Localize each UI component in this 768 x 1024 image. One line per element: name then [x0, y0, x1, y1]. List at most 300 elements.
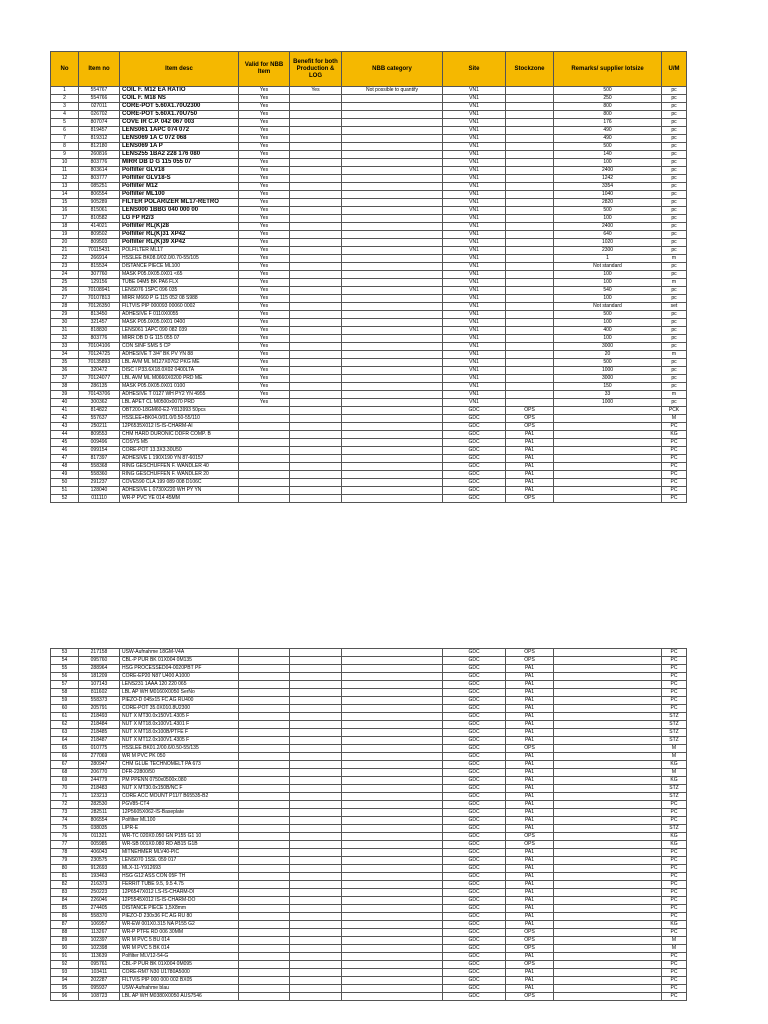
cell-um: M — [662, 769, 687, 777]
cell-item-no: 70108941 — [79, 287, 120, 295]
cell-site: GDC — [443, 745, 506, 753]
cell-um: pc — [662, 151, 687, 159]
cell-nbb-category — [342, 215, 443, 223]
cell-item-desc: LENS069 1A P — [120, 143, 239, 151]
table-row — [51, 737, 687, 745]
table-row — [51, 375, 687, 383]
cell-um: PC — [662, 455, 687, 463]
cell-site: VN1 — [443, 87, 506, 95]
cell-item-desc: MASK P05.0X05.0X01 <65 — [120, 271, 239, 279]
cell-item-no: 70107813 — [79, 295, 120, 303]
cell-site: VN1 — [443, 295, 506, 303]
cell-stockzone — [506, 127, 554, 135]
cell-benefit — [290, 271, 342, 279]
cell-item-no: 554767 — [79, 87, 120, 95]
cell-stockzone — [506, 335, 554, 343]
cell-remarks — [554, 961, 662, 969]
cell-benefit — [290, 673, 342, 681]
table-row — [51, 327, 687, 335]
cell-no: 21 — [51, 247, 79, 255]
cell-valid-nbb — [239, 905, 290, 913]
cell-benefit — [290, 231, 342, 239]
cell-site: GDC — [443, 665, 506, 673]
cell-no: 94 — [51, 977, 79, 985]
cell-stockzone: PA1 — [506, 985, 554, 993]
cell-stockzone: OPS — [506, 407, 554, 415]
cell-item-desc: FERRIT TUBE 9.5, 9.5 4.75 — [120, 881, 239, 889]
cell-valid-nbb — [239, 953, 290, 961]
table-row — [51, 479, 687, 487]
cell-site: GDC — [443, 993, 506, 1001]
table-row — [51, 889, 687, 897]
cell-nbb-category — [342, 985, 443, 993]
cell-item-desc: HSG G12 ASS CON 05F TH — [120, 873, 239, 881]
cell-site: VN1 — [443, 359, 506, 367]
table-row — [51, 359, 687, 367]
cell-no: 75 — [51, 825, 79, 833]
cell-um: pc — [662, 159, 687, 167]
table-row — [51, 993, 687, 1001]
cell-benefit — [290, 471, 342, 479]
table-row — [51, 985, 687, 993]
cell-um: M — [662, 937, 687, 945]
cell-benefit — [290, 841, 342, 849]
table-row — [51, 825, 687, 833]
cell-site: VN1 — [443, 391, 506, 399]
cell-no: 82 — [51, 881, 79, 889]
cell-valid-nbb: Yes — [239, 95, 290, 103]
cell-stockzone — [506, 367, 554, 375]
cell-no: 36 — [51, 367, 79, 375]
cell-item-desc: LENS061 1APC 074 072 — [120, 127, 239, 135]
cell-benefit — [290, 423, 342, 431]
cell-stockzone: PA1 — [506, 737, 554, 745]
cell-remarks — [554, 665, 662, 673]
cell-site: VN1 — [443, 215, 506, 223]
cell-um: PC — [662, 487, 687, 495]
cell-valid-nbb — [239, 745, 290, 753]
cell-item-no: 818830 — [79, 327, 120, 335]
cell-benefit — [290, 431, 342, 439]
cell-item-no: 282511 — [79, 809, 120, 817]
cell-no: 68 — [51, 769, 79, 777]
cell-nbb-category — [342, 873, 443, 881]
cell-site: VN1 — [443, 119, 506, 127]
cell-benefit — [290, 929, 342, 937]
cell-stockzone — [506, 111, 554, 119]
cell-benefit — [290, 657, 342, 665]
cell-stockzone: OPS — [506, 937, 554, 945]
cell-no: 87 — [51, 921, 79, 929]
cell-benefit — [290, 817, 342, 825]
cell-item-desc: HSG PROCESSED04-0020PBT PF — [120, 665, 239, 673]
cell-valid-nbb — [239, 471, 290, 479]
cell-no: 77 — [51, 841, 79, 849]
cell-remarks — [554, 929, 662, 937]
cell-benefit — [290, 809, 342, 817]
cell-no: 20 — [51, 239, 79, 247]
cell-benefit — [290, 351, 342, 359]
cell-item-desc: MIRR M660 P G 115 052 08 S988 — [120, 295, 239, 303]
cell-item-desc: NUT X MT30.0x150B/NC F — [120, 785, 239, 793]
cell-item-desc: 12P6547X012 LS-IS-CHARM-DI — [120, 889, 239, 897]
cell-remarks — [554, 463, 662, 471]
cell-valid-nbb: Yes — [239, 319, 290, 327]
cell-no: 95 — [51, 985, 79, 993]
cell-no: 40 — [51, 399, 79, 407]
cell-remarks — [554, 857, 662, 865]
cell-item-desc: CHM HARD DURONIC DDFR COMP. B — [120, 431, 239, 439]
cell-valid-nbb — [239, 479, 290, 487]
cell-item-desc: 12P6535X012 IS-IS-CHARM-AI — [120, 423, 239, 431]
cell-site: GDC — [443, 431, 506, 439]
header-remarks: Remarks/ supplier lotsize — [554, 52, 662, 87]
cell-remarks: 1040 — [554, 191, 662, 199]
cell-site: VN1 — [443, 111, 506, 119]
table-row — [51, 247, 687, 255]
cell-benefit — [290, 167, 342, 175]
table-row — [51, 745, 687, 753]
cell-valid-nbb — [239, 913, 290, 921]
cell-valid-nbb — [239, 455, 290, 463]
cell-remarks: 33 — [554, 391, 662, 399]
cell-um: pc — [662, 367, 687, 375]
table-row — [51, 673, 687, 681]
cell-remarks — [554, 993, 662, 1001]
cell-no: 60 — [51, 705, 79, 713]
cell-nbb-category — [342, 303, 443, 311]
cell-valid-nbb — [239, 753, 290, 761]
cell-nbb-category — [342, 921, 443, 929]
cell-item-desc: ADHESIVE L 0730X220 WH PY YN — [120, 487, 239, 495]
cell-remarks — [554, 945, 662, 953]
cell-um: PC — [662, 463, 687, 471]
cell-item-desc: Polfilter GLV18 — [120, 167, 239, 175]
cell-no: 52 — [51, 495, 79, 503]
cell-nbb-category — [342, 319, 443, 327]
cell-site: VN1 — [443, 319, 506, 327]
cell-site: VN1 — [443, 383, 506, 391]
table-row — [51, 303, 687, 311]
cell-item-no: 803614 — [79, 167, 120, 175]
table-row — [51, 263, 687, 271]
cell-um: PC — [662, 897, 687, 905]
cell-item-no: 250211 — [79, 423, 120, 431]
cell-nbb-category — [342, 119, 443, 127]
cell-no: 30 — [51, 319, 79, 327]
cell-um: pc — [662, 271, 687, 279]
cell-item-desc: CORE-POT 5.60X1.70U2300 — [120, 103, 239, 111]
cell-nbb-category — [342, 929, 443, 937]
table-row — [51, 135, 687, 143]
cell-item-desc: CORE ACC MOUNT P11/7 B65535-B2 — [120, 793, 239, 801]
cell-item-no: 300362 — [79, 399, 120, 407]
cell-benefit — [290, 295, 342, 303]
cell-um: KG — [662, 833, 687, 841]
cell-item-desc: HSSLEE BK08.0/02.0/0.70-55/105 — [120, 255, 239, 263]
cell-valid-nbb — [239, 817, 290, 825]
cell-benefit — [290, 143, 342, 151]
cell-benefit — [290, 857, 342, 865]
cell-stockzone: OPS — [506, 657, 554, 665]
cell-um: pc — [662, 87, 687, 95]
cell-item-no: 085251 — [79, 183, 120, 191]
cell-no: 24 — [51, 271, 79, 279]
cell-stockzone — [506, 95, 554, 103]
cell-item-desc: RING GESCHUFFEN F. WANDLER 20 — [120, 471, 239, 479]
cell-um: PC — [662, 439, 687, 447]
cell-item-desc: LG FP R2/3 — [120, 215, 239, 223]
cell-remarks — [554, 801, 662, 809]
cell-nbb-category — [342, 255, 443, 263]
cell-benefit — [290, 303, 342, 311]
cell-um: PC — [662, 673, 687, 681]
cell-nbb-category: Not possible to quantify — [342, 87, 443, 95]
cell-um: PC — [662, 495, 687, 503]
cell-item-desc: ADHESIVE F 0110X0055 — [120, 311, 239, 319]
cell-stockzone: PA1 — [506, 705, 554, 713]
cell-item-desc: CORE-EP20 N87 U400 A1000 — [120, 673, 239, 681]
cell-um: pc — [662, 359, 687, 367]
cell-item-no: 815061 — [79, 207, 120, 215]
cell-no: 9 — [51, 151, 79, 159]
cell-benefit — [290, 367, 342, 375]
table-row — [51, 705, 687, 713]
cell-site: VN1 — [443, 167, 506, 175]
cell-item-no: 819312 — [79, 135, 120, 143]
cell-item-desc: WR M PVC PK 050 — [120, 753, 239, 761]
cell-remarks — [554, 953, 662, 961]
cell-remarks — [554, 985, 662, 993]
cell-no: 28 — [51, 303, 79, 311]
cell-no: 65 — [51, 745, 79, 753]
cell-benefit — [290, 897, 342, 905]
table-row — [51, 977, 687, 985]
cell-um: PC — [662, 889, 687, 897]
cell-benefit: Yes — [290, 87, 342, 95]
cell-site: GDC — [443, 697, 506, 705]
cell-no: 63 — [51, 729, 79, 737]
cell-benefit — [290, 721, 342, 729]
cell-item-no: 321457 — [79, 319, 120, 327]
cell-valid-nbb — [239, 809, 290, 817]
cell-item-desc: PIEZO-D 045x15 FC AG RU400 — [120, 697, 239, 705]
cell-remarks: 100 — [554, 279, 662, 287]
cell-nbb-category — [342, 351, 443, 359]
cell-remarks — [554, 729, 662, 737]
cell-item-no: 557637 — [79, 415, 120, 423]
cell-nbb-category — [342, 801, 443, 809]
cell-no: 91 — [51, 953, 79, 961]
cell-stockzone: PA1 — [506, 487, 554, 495]
table-row — [51, 295, 687, 303]
cell-no: 39 — [51, 391, 79, 399]
cell-um: pc — [662, 343, 687, 351]
cell-benefit — [290, 199, 342, 207]
cell-item-desc: LIPR-E — [120, 825, 239, 833]
cell-nbb-category — [342, 487, 443, 495]
cell-item-desc: LENS000 1BBG 040 000 00 — [120, 207, 239, 215]
cell-nbb-category — [342, 657, 443, 665]
cell-item-no: 128040 — [79, 487, 120, 495]
table-row — [51, 873, 687, 881]
cell-nbb-category — [342, 359, 443, 367]
table-row — [51, 801, 687, 809]
cell-um: m — [662, 279, 687, 287]
cell-remarks — [554, 921, 662, 929]
cell-nbb-category — [342, 993, 443, 1001]
header-valid-nbb: Valid for NBB Item — [239, 52, 290, 87]
cell-benefit — [290, 215, 342, 223]
cell-um: m — [662, 255, 687, 263]
header-item-desc: Item desc — [120, 52, 239, 87]
cell-valid-nbb: Yes — [239, 183, 290, 191]
table-row — [51, 937, 687, 945]
table-row — [51, 119, 687, 127]
table-row — [51, 279, 687, 287]
cell-valid-nbb — [239, 993, 290, 1001]
cell-remarks: 1000 — [554, 367, 662, 375]
cell-benefit — [290, 913, 342, 921]
cell-benefit — [290, 921, 342, 929]
table-row — [51, 865, 687, 873]
cell-benefit — [290, 993, 342, 1001]
cell-no: 78 — [51, 849, 79, 857]
cell-stockzone: OPS — [506, 833, 554, 841]
cell-item-desc: Polfilter RL(K)31 XP42 — [120, 231, 239, 239]
cell-um: pc — [662, 231, 687, 239]
cell-valid-nbb — [239, 921, 290, 929]
cell-item-desc: WR-SB 001X0.080 RD AB15 G1B — [120, 841, 239, 849]
cell-benefit — [290, 479, 342, 487]
cell-benefit — [290, 119, 342, 127]
cell-site: VN1 — [443, 247, 506, 255]
table-row — [51, 913, 687, 921]
cell-stockzone: PA1 — [506, 761, 554, 769]
cell-benefit — [290, 681, 342, 689]
cell-stockzone: PA1 — [506, 785, 554, 793]
cell-nbb-category — [342, 833, 443, 841]
cell-benefit — [290, 383, 342, 391]
cell-item-desc: CBL-P PUR BK 01X004 0M095 — [120, 961, 239, 969]
cell-item-no: 558360 — [79, 471, 120, 479]
cell-um: PCK — [662, 407, 687, 415]
cell-valid-nbb — [239, 769, 290, 777]
cell-item-no: 102397 — [79, 937, 120, 945]
cell-valid-nbb: Yes — [239, 119, 290, 127]
cell-remarks: 140 — [554, 151, 662, 159]
cell-item-no: 291237 — [79, 479, 120, 487]
cell-um: PC — [662, 689, 687, 697]
cell-valid-nbb — [239, 407, 290, 415]
table-row — [51, 415, 687, 423]
cell-no: 48 — [51, 463, 79, 471]
cell-remarks: 250 — [554, 95, 662, 103]
cell-item-desc: COIL F. M12 EA RATIO — [120, 87, 239, 95]
cell-remarks: Not standard — [554, 263, 662, 271]
cell-site: GDC — [443, 487, 506, 495]
cell-benefit — [290, 753, 342, 761]
cell-site: GDC — [443, 777, 506, 785]
header-site: Site — [443, 52, 506, 87]
cell-site: VN1 — [443, 103, 506, 111]
cell-no: 80 — [51, 865, 79, 873]
cell-stockzone — [506, 351, 554, 359]
cell-nbb-category — [342, 913, 443, 921]
cell-remarks: 2400 — [554, 167, 662, 175]
cell-valid-nbb: Yes — [239, 311, 290, 319]
cell-item-desc: CON SINF SMS 5 CP — [120, 343, 239, 351]
table-row — [51, 239, 687, 247]
cell-item-no: 218493 — [79, 713, 120, 721]
cell-valid-nbb — [239, 681, 290, 689]
cell-item-no: 266914 — [79, 255, 120, 263]
cell-nbb-category — [342, 423, 443, 431]
table-row — [51, 383, 687, 391]
cell-valid-nbb: Yes — [239, 399, 290, 407]
cell-benefit — [290, 665, 342, 673]
cell-um: PC — [662, 849, 687, 857]
cell-stockzone: PA1 — [506, 463, 554, 471]
cell-nbb-category — [342, 127, 443, 135]
cell-valid-nbb — [239, 689, 290, 697]
cell-item-no: 099154 — [79, 447, 120, 455]
table-row — [51, 921, 687, 929]
cell-um: PC — [662, 665, 687, 673]
cell-item-no: 108723 — [79, 993, 120, 1001]
cell-valid-nbb: Yes — [239, 135, 290, 143]
cell-site: GDC — [443, 423, 506, 431]
cell-item-desc: HSSLEE+BK04.0/01.0/0.50-55/110 — [120, 415, 239, 423]
cell-nbb-category — [342, 697, 443, 705]
cell-um: STZ — [662, 729, 687, 737]
cell-benefit — [290, 969, 342, 977]
cell-benefit — [290, 905, 342, 913]
cell-um: STZ — [662, 785, 687, 793]
cell-site: GDC — [443, 657, 506, 665]
cell-nbb-category — [342, 463, 443, 471]
table-row — [51, 231, 687, 239]
cell-item-desc: NUT X MT30.0x150V1.4305 F — [120, 713, 239, 721]
cell-site: GDC — [443, 407, 506, 415]
cell-no: 14 — [51, 191, 79, 199]
cell-um: pc — [662, 103, 687, 111]
cell-site: GDC — [443, 705, 506, 713]
cell-stockzone — [506, 247, 554, 255]
cell-item-desc: CORE-POT 5.60X1.70U750 — [120, 111, 239, 119]
cell-benefit — [290, 151, 342, 159]
table-row — [51, 103, 687, 111]
cell-site: GDC — [443, 961, 506, 969]
cell-no: 42 — [51, 415, 79, 423]
cell-item-no: 277069 — [79, 753, 120, 761]
cell-benefit — [290, 849, 342, 857]
cell-valid-nbb: Yes — [239, 383, 290, 391]
table-row — [51, 761, 687, 769]
cell-nbb-category — [342, 295, 443, 303]
cell-nbb-category — [342, 111, 443, 119]
cell-item-no: 230575 — [79, 857, 120, 865]
cell-um: pc — [662, 119, 687, 127]
cell-site: GDC — [443, 825, 506, 833]
cell-stockzone — [506, 119, 554, 127]
cell-nbb-category — [342, 673, 443, 681]
table-row — [51, 881, 687, 889]
cell-stockzone: PA1 — [506, 721, 554, 729]
cell-item-desc: 12P5605X062-IS-Baseplate — [120, 809, 239, 817]
header-benefit: Benefit for both Production & LOG — [290, 52, 342, 87]
cell-site: VN1 — [443, 255, 506, 263]
